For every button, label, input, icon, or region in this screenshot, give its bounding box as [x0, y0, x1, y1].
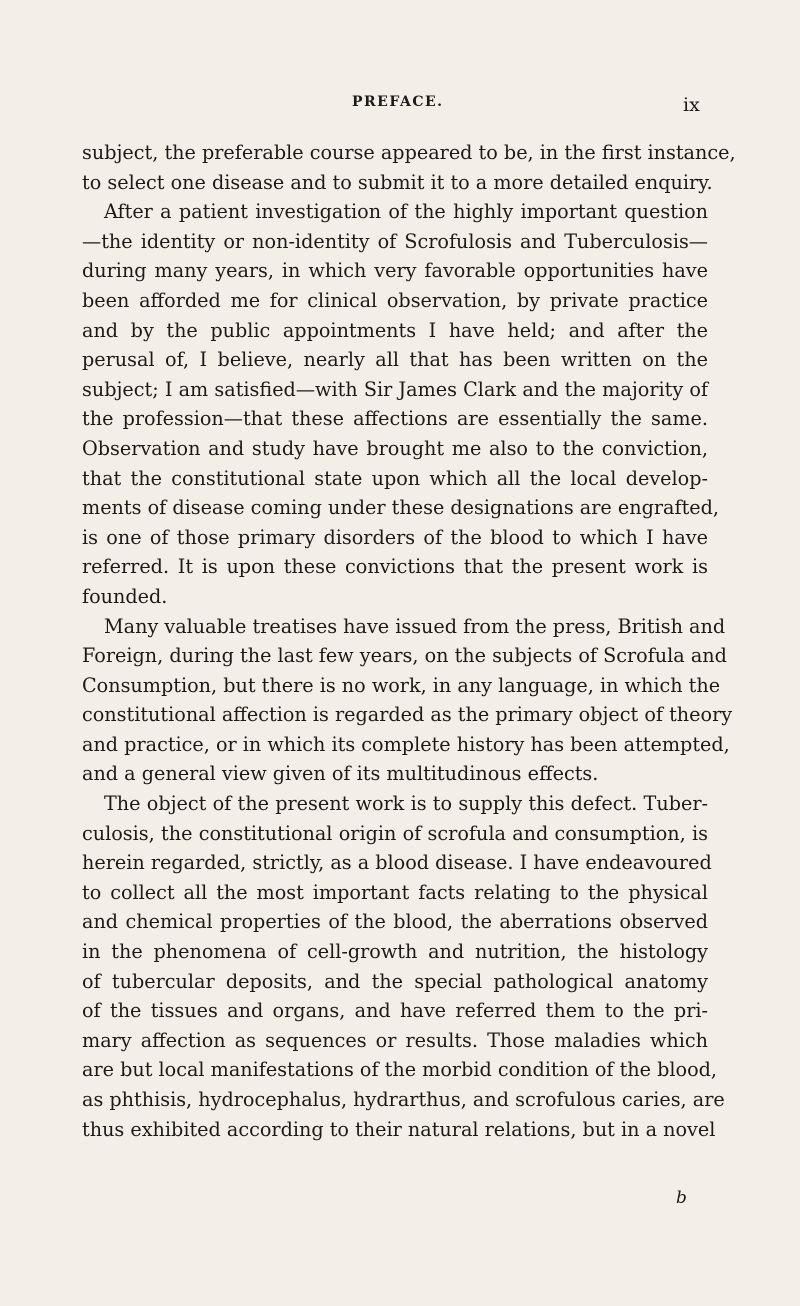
text-line: —the identity or non-identity of Scrofulosis and Tuberculosis—	[82, 229, 708, 253]
text-line: The object of the present work is to supply this defect. Tuber-	[104, 792, 708, 816]
text-line: in the phenomena of cell-growth and nutrition, the histology	[82, 940, 708, 964]
running-title: PREFACE.	[352, 94, 444, 110]
text-line: been afforded me for clinical observation, by private practice	[82, 288, 708, 312]
text-line: is one of those primary disorders of the blood to which I have	[82, 525, 708, 549]
signature-mark: b	[676, 1188, 687, 1208]
text-line: of tubercular deposits, and the special pathological anatomy	[82, 969, 708, 993]
text-line: and a general view given of its multitudinous effects.	[82, 762, 599, 786]
text-line: are but local manifestations of the morbid condition of the blood,	[82, 1058, 718, 1082]
page-number: ix	[683, 94, 700, 116]
text-line: subject, the preferable course appeared to be, in the first instance,	[82, 141, 736, 164]
text-line: constitutional affection is regarded as the primary object of theory	[82, 703, 733, 727]
text-line: perusal of, I believe, nearly all that has been written on the	[82, 348, 708, 372]
text-line: that the constitutional state upon which all the local develop-	[82, 466, 708, 490]
text-line: After a patient investigation of the highly important question	[104, 200, 708, 224]
text-line: subject; I am satisfied—with Sir James Clark and the majority of	[82, 377, 708, 401]
text-line: Many valuable treatises have issued from the press, British and	[104, 614, 726, 638]
text-line: to select one disease and to submit it to a more detailed enquiry.	[82, 170, 713, 194]
text-line: herein regarded, strictly, as a blood disease. I have endeavoured	[82, 851, 712, 875]
running-head	[0, 94, 800, 118]
text-line: during many years, in which very favorable opportunities have	[82, 259, 708, 283]
text-line: Observation and study have brought me also to the conviction,	[82, 436, 708, 460]
text-line: of the tissues and organs, and have referred them to the pri-	[82, 999, 708, 1023]
text-line: culosis, the constitutional origin of scrofula and consumption, is	[82, 821, 708, 845]
text-line: Consumption, but there is no work, in any language, in which the	[82, 673, 721, 697]
text-line: referred. It is upon these convictions that the present work is	[82, 555, 708, 579]
body-text	[82, 138, 736, 1144]
text-line: thus exhibited according to their natural relations, but in a novel	[82, 1117, 716, 1141]
text-line: as phthisis, hydrocephalus, hydrarthus, and scrofulous caries, are	[82, 1088, 725, 1111]
text-line: to collect all the most important facts relating to the physical	[82, 880, 708, 904]
text-line: the profession—that these affections are essentially the same.	[82, 407, 708, 431]
text-line: and practice, or in which its complete history has been attempted,	[82, 732, 730, 756]
text-line: and by the public appointments I have held; and after the	[82, 318, 708, 342]
text-line: founded.	[82, 584, 168, 608]
text-line: Foreign, during the last few years, on the subjects of Scrofula and	[82, 644, 727, 668]
text-line: mary affection as sequences or results. Those maladies which	[82, 1028, 708, 1052]
text-line: ments of disease coming under these designations are engrafted,	[82, 496, 720, 520]
text-line: and chemical properties of the blood, the aberrations observed	[82, 910, 708, 934]
